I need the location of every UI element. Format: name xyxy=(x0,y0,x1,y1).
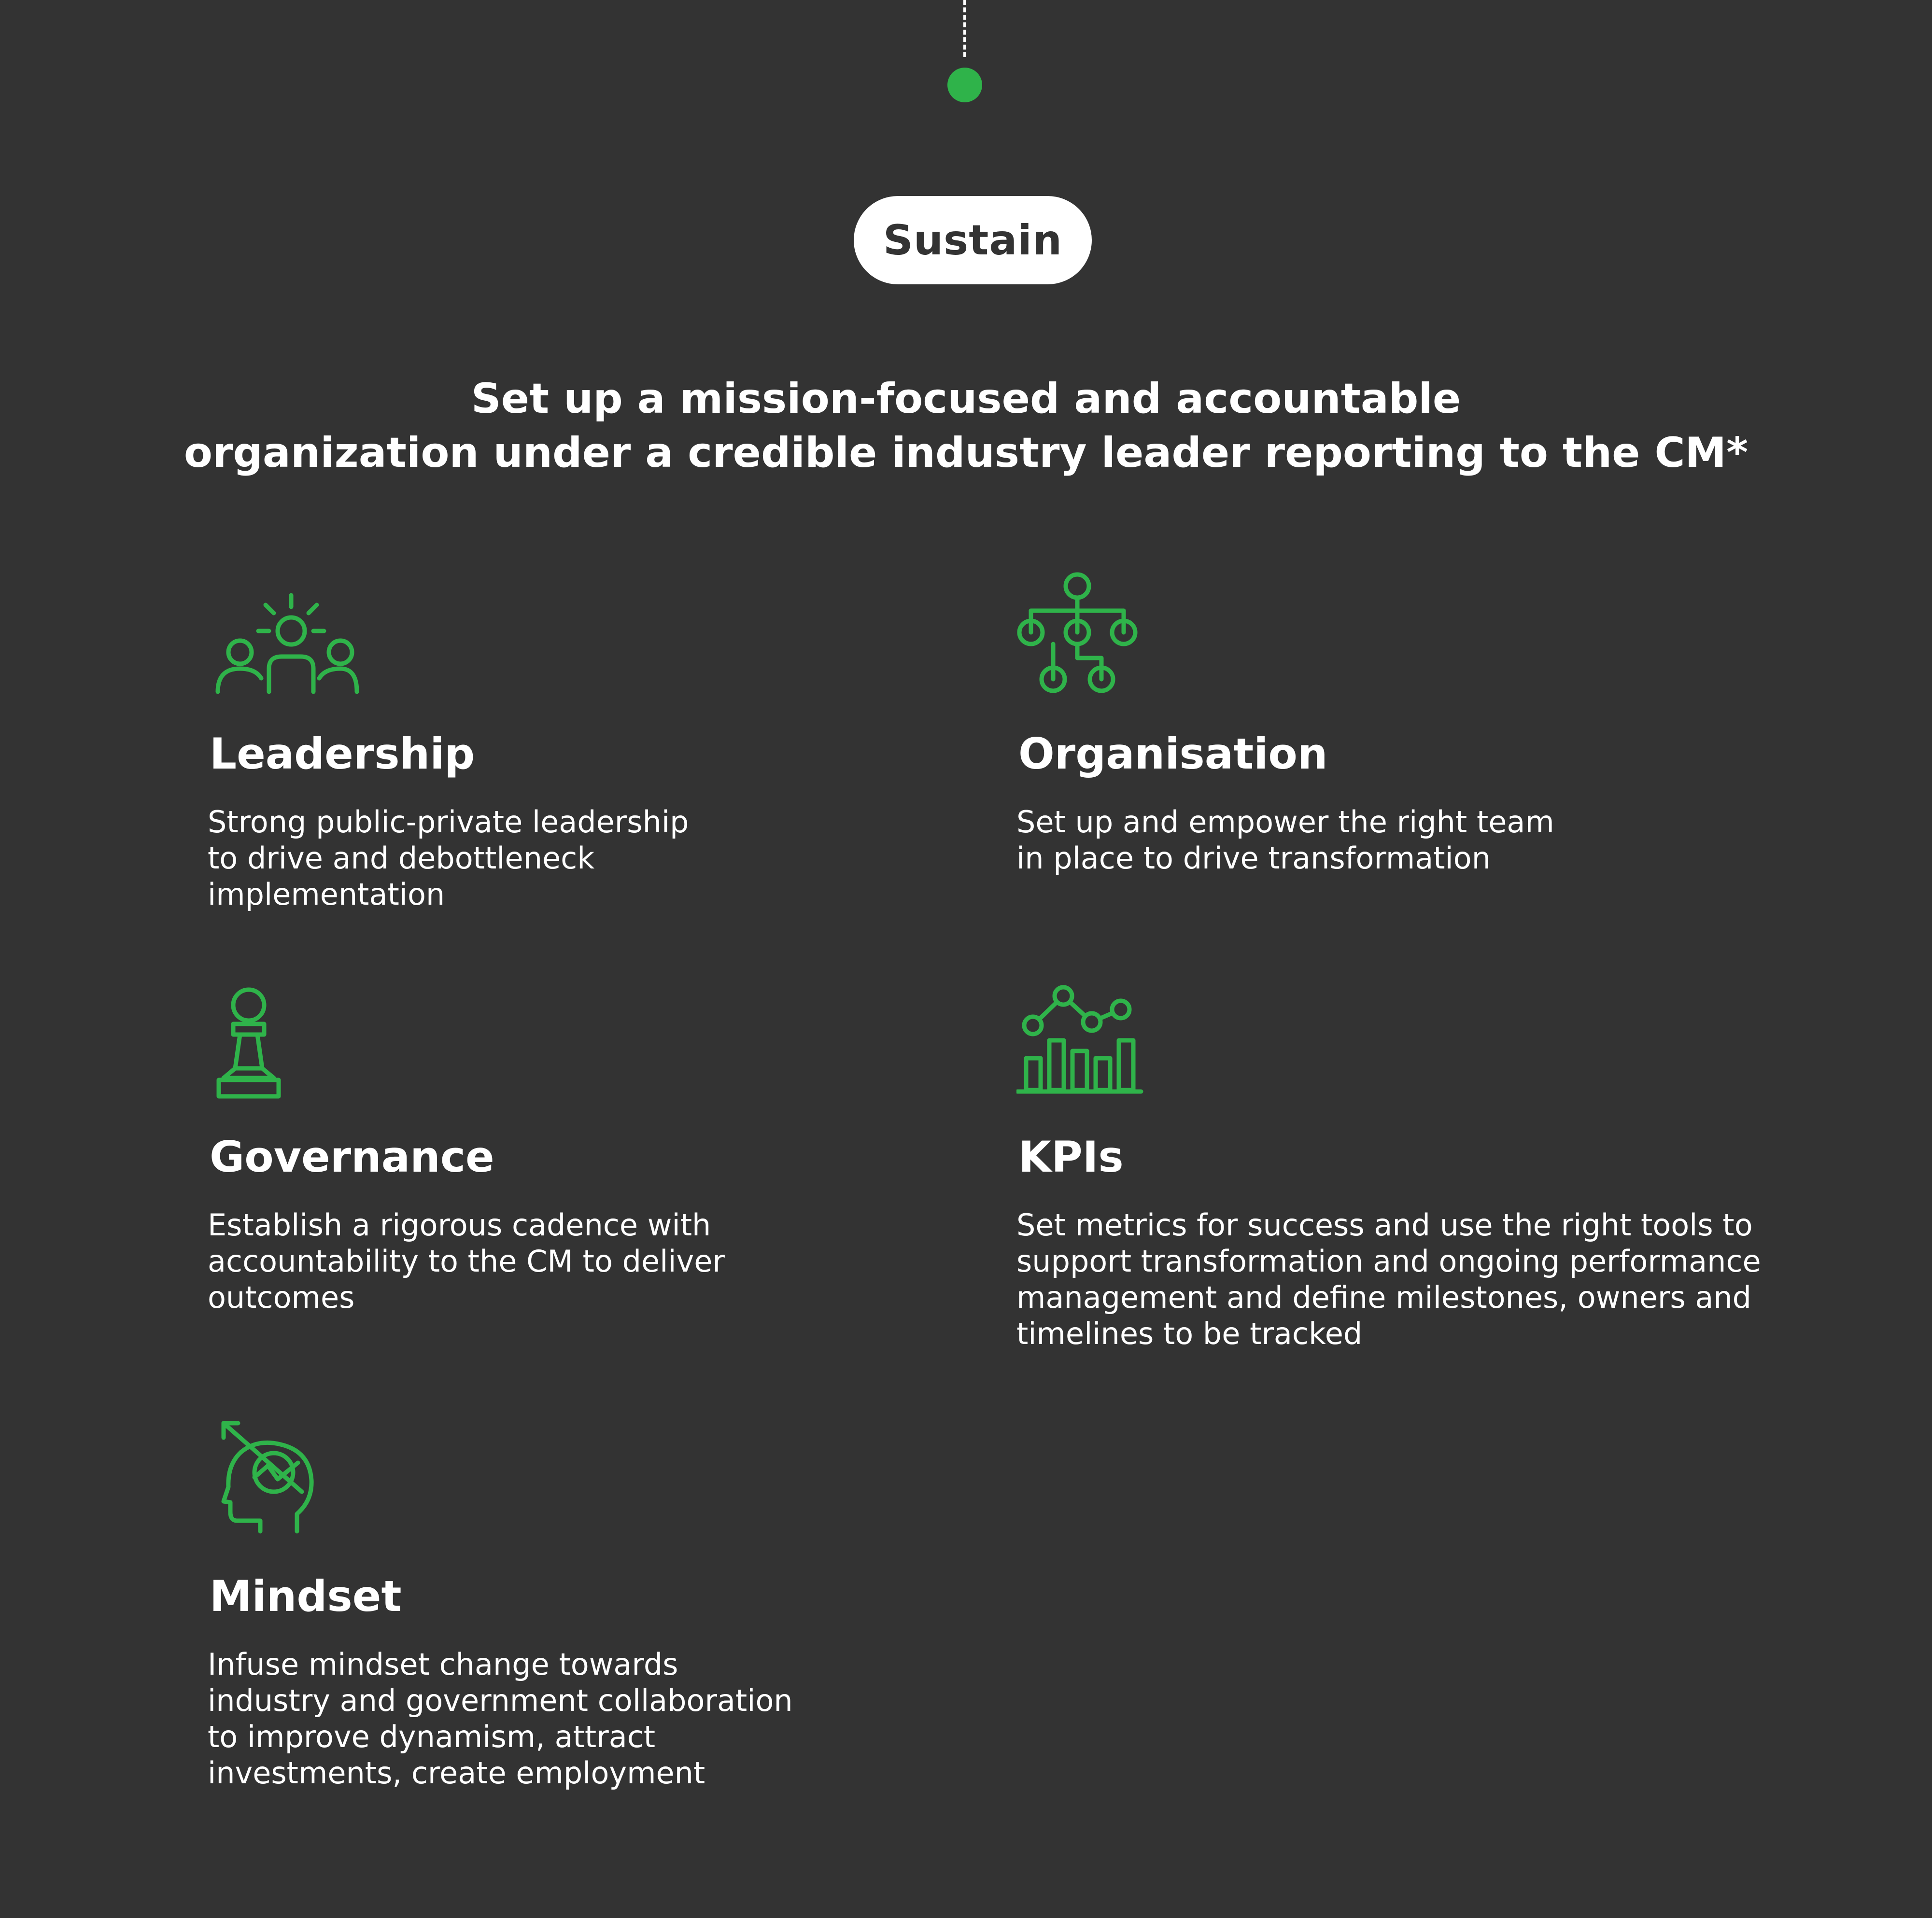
leadership-line-1: Strong public-private leadership xyxy=(208,804,689,840)
mindset-title: Mindset xyxy=(210,1571,402,1621)
governance-line-2: accountability to the CM to deliver xyxy=(208,1244,725,1279)
mindset-description xyxy=(208,1646,793,1791)
headline-line-2: organization under a credible industry leader reporting to the CM* xyxy=(183,429,1749,477)
kpis-line-4: timelines to be tracked xyxy=(1016,1316,1363,1351)
bar-line-chart-icon xyxy=(1016,982,1147,1098)
org-chart-icon xyxy=(1016,572,1142,698)
mindset-line-4: investments, create employment xyxy=(208,1755,705,1791)
head-growth-icon xyxy=(220,1419,331,1535)
organisation-line-1: Set up and empower the right team xyxy=(1016,804,1554,840)
stage-label: Sustain xyxy=(883,216,1063,265)
kpis-title: KPIs xyxy=(1018,1132,1124,1182)
leadership-line-2: to drive and debottleneck xyxy=(208,840,595,876)
stage-pill xyxy=(854,196,1092,284)
mindset-line-1: Infuse mindset change towards xyxy=(208,1647,678,1682)
kpis-line-1: Set metrics for success and use the right tools to xyxy=(1016,1207,1753,1243)
leadership-title: Leadership xyxy=(210,729,475,779)
kpis-description xyxy=(1016,1207,1761,1352)
organisation-line-2: in place to drive transformation xyxy=(1016,840,1491,876)
connector-dashed-line xyxy=(963,0,966,57)
headline-line-1: Set up a mission-focused and accountable xyxy=(471,375,1461,423)
leadership-line-3: implementation xyxy=(208,877,445,912)
headline xyxy=(0,372,1932,480)
kpis-line-2: support transformation and ongoing performance xyxy=(1016,1244,1761,1279)
governance-line-1: Establish a rigorous cadence with xyxy=(208,1207,711,1243)
governance-description xyxy=(208,1207,725,1316)
governance-line-3: outcomes xyxy=(208,1280,355,1315)
leadership-description xyxy=(208,804,689,912)
mindset-line-3: to improve dynamism, attract xyxy=(208,1719,656,1754)
organisation-title: Organisation xyxy=(1018,729,1328,779)
governance-title: Governance xyxy=(210,1132,494,1182)
mindset-line-2: industry and government collaboration xyxy=(208,1683,793,1718)
organisation-description xyxy=(1016,804,1554,876)
timeline-dot xyxy=(947,68,982,102)
team-leader-icon xyxy=(215,591,360,698)
kpis-line-3: management and define milestones, owners and xyxy=(1016,1280,1751,1315)
chess-pawn-icon xyxy=(215,987,292,1103)
